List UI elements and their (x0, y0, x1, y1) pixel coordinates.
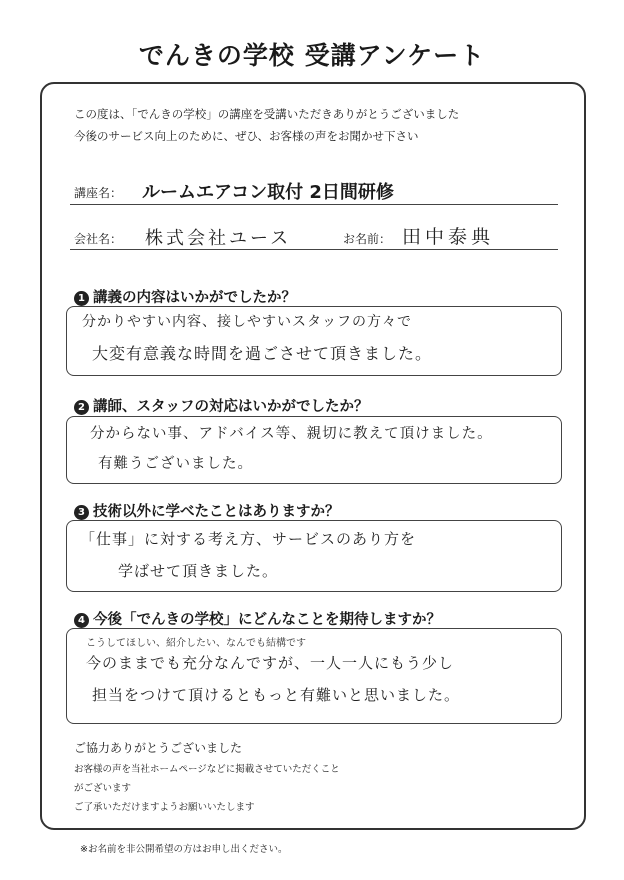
question-3-title (74, 500, 340, 521)
form-title: でんきの学校 受講アンケート (138, 41, 486, 70)
closing-note-3: ご了承いただけますようお願いいたします (74, 802, 255, 813)
question-4-hint: こうしてほしい、紹介したい、なんでも結構です (86, 638, 306, 649)
question-2-title (74, 395, 369, 416)
question-3-text: 技術以外に学べたことはありますか？ (93, 504, 340, 520)
question-1-answer-line-1: 分かりやすい内容、接しやすいスタッフの方々で (82, 314, 412, 330)
name-label: お名前： (343, 232, 392, 246)
course-value: ルームエアコン取付 2日間研修 (142, 182, 394, 203)
question-2-text: 講師、スタッフの対応はいかがでしたか？ (93, 399, 369, 415)
question-3-number: 3 (74, 505, 89, 520)
question-2-answer-line-1: 分からない事、アドバイス等、親切に教えて頂けました。 (90, 426, 493, 442)
question-2-number: 2 (74, 400, 89, 415)
name-value: 田中泰典 (402, 226, 495, 248)
course-underline (70, 204, 558, 205)
question-4-number: 4 (74, 613, 89, 628)
closing-thanks: ご協力ありがとうございました (74, 741, 243, 755)
company-name-underline (70, 249, 558, 250)
question-2-answer-line-2: 有難うございました。 (98, 456, 253, 472)
question-1-text: 講義の内容はいかがでしたか？ (93, 290, 296, 306)
question-1-answer-line-2: 大変有意義な時間を過ごさせて頂きました。 (92, 344, 433, 363)
question-4-title (74, 608, 441, 629)
company-label: 会社名： (74, 232, 123, 246)
intro-line-1: この度は、「でんきの学校」の講座を受講いただきありがとうございました (74, 107, 460, 121)
question-4-answer-line-1: 今のままでも充分なんですが、一人一人にもう少し (86, 654, 455, 672)
closing-note-1: お客様の声を当社ホームページなどに掲載させていただくこと (74, 764, 340, 775)
question-3-answer-line-1: 「仕事」に対する考え方、サービスのあり方を (80, 530, 417, 548)
course-label: 講座名： (74, 186, 123, 200)
company-value: 株式会社ユース (145, 228, 292, 249)
question-1-title (74, 286, 296, 307)
question-4-text: 今後「でんきの学校」にどんなことを期待しますか？ (93, 612, 441, 628)
closing-note-2: がございます (74, 783, 132, 794)
question-3-answer-line-2: 学ばせて頂きました。 (118, 562, 279, 580)
question-1-number: 1 (74, 291, 89, 306)
footnote: ※お名前を非公開希望の方はお申し出ください。 (80, 844, 288, 855)
question-4-answer-line-2: 担当をつけて頂けるともっと有難いと思いました。 (92, 686, 461, 704)
intro-line-2: 今後のサービス向上のために、ぜひ、お客様の声をお聞かせ下さい (74, 129, 419, 143)
